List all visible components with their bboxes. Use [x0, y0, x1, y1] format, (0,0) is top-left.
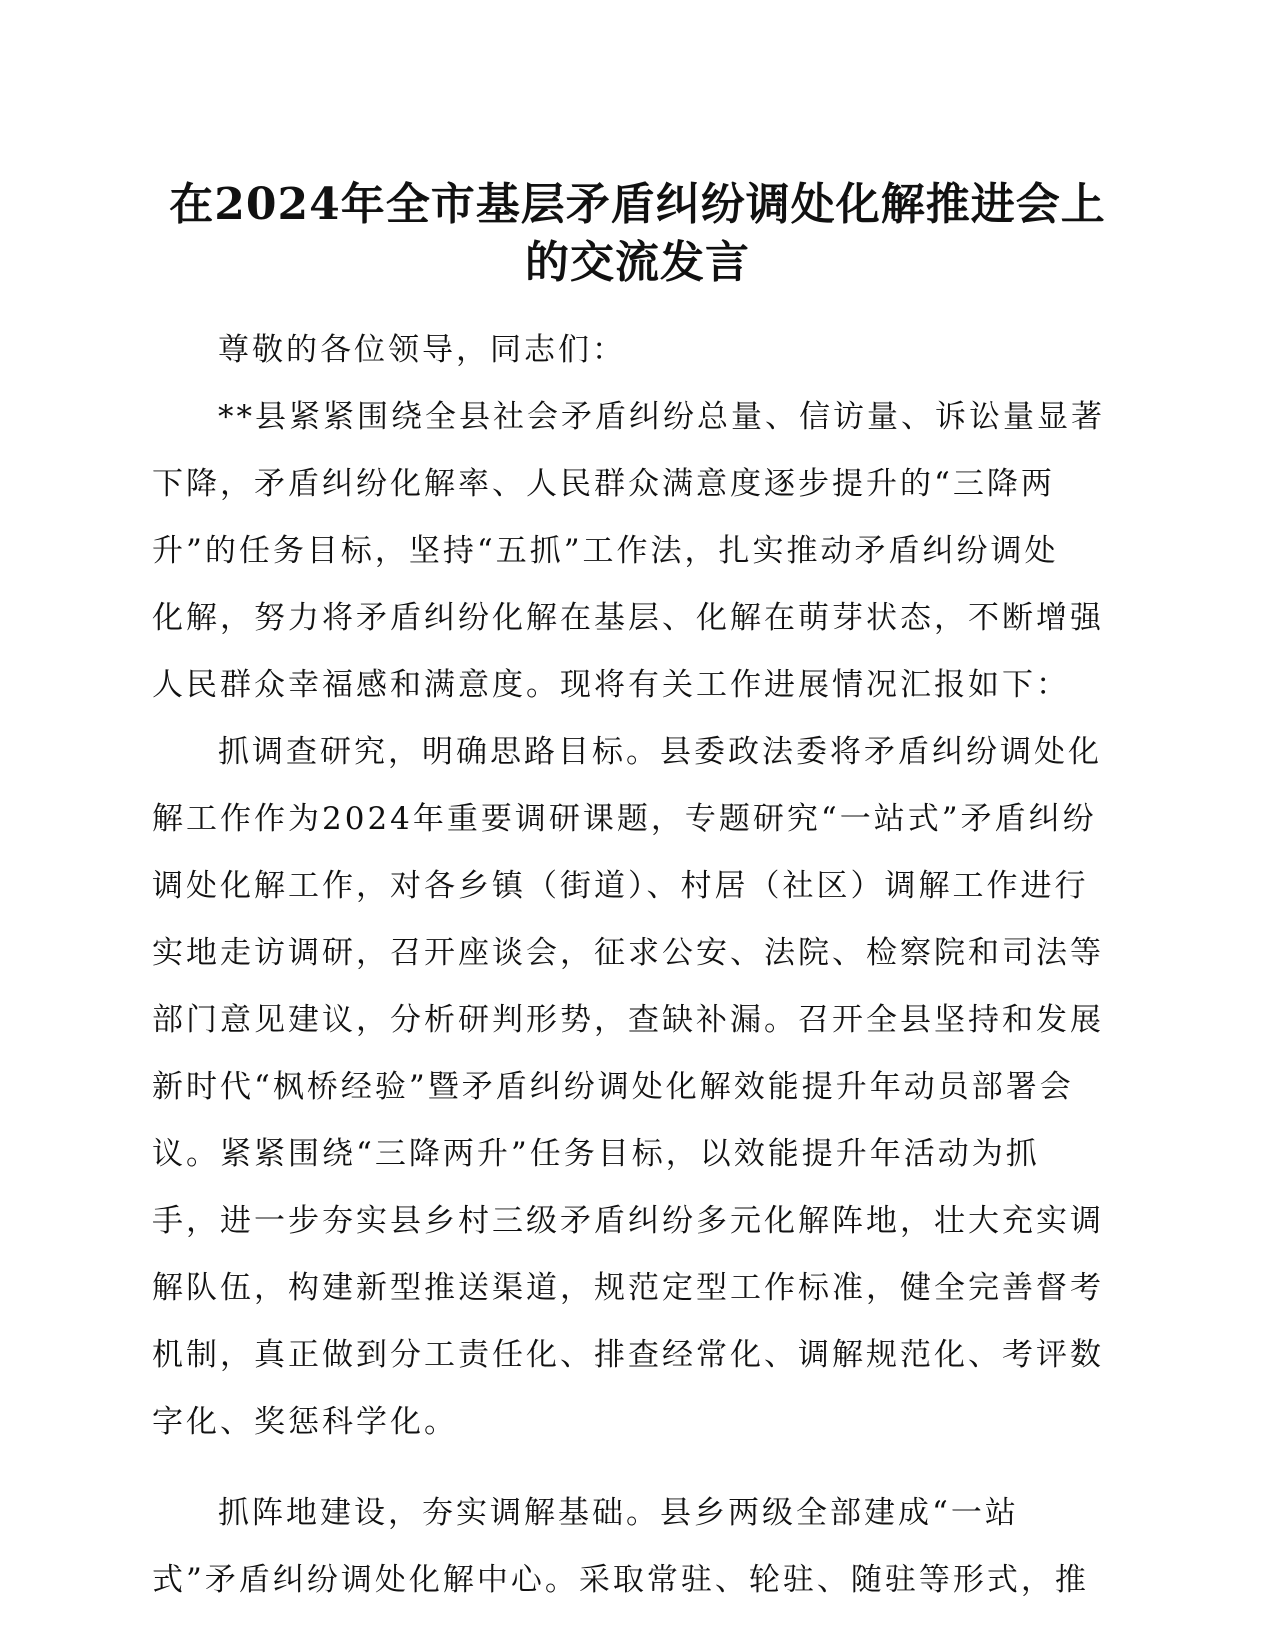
paragraph-line: 式”矛盾纠纷调处化解中心。采取常驻、轮驻、随驻等形式，推 — [152, 1562, 1089, 1598]
salutation: 尊敬的各位领导，同志们： — [218, 332, 626, 368]
paragraph-construction — [152, 1480, 1092, 1614]
paragraph-line: 新时代“枫桥经验”暨矛盾纠纷调处化解效能提升年动员部署会 — [152, 1069, 1074, 1105]
paragraph-spacing — [152, 1456, 1092, 1480]
paragraph-line: 抓调查研究，明确思路目标。县委政法委将矛盾纠纷调处化 — [218, 734, 1102, 770]
paragraph-line: 人民群众幸福感和满意度。现将有关工作进展情况汇报如下： — [152, 667, 1070, 703]
paragraph-line: 解队伍，构建新型推送渠道，规范定型工作标准，健全完善督考 — [152, 1270, 1104, 1306]
paragraph-line: 下降，矛盾纠纷化解率、人民群众满意度逐步提升的“三降两 — [152, 466, 1055, 502]
title-line-1: 在2024年全市基层矛盾纠纷调处化解推进会上 — [169, 179, 1106, 230]
paragraph-line: 议。紧紧围绕“三降两升”任务目标，以效能提升年活动为抓 — [152, 1136, 1040, 1172]
paragraph-intro — [152, 384, 1105, 719]
paragraph-line: 实地走访调研，召开座谈会，征求公安、法院、检察院和司法等 — [152, 935, 1104, 971]
paragraph-line: 化解，努力将矛盾纠纷化解在基层、化解在萌芽状态，不断增强 — [152, 600, 1104, 636]
paragraph-line: 升”的任务目标，坚持“五抓”工作法，扎实推动矛盾纠纷调处 — [152, 533, 1059, 569]
paragraph-line: 机制，真正做到分工责任化、排查经常化、调解规范化、考评数 — [152, 1337, 1104, 1373]
paragraph-line: 部门意见建议，分析研判形势，查缺补漏。召开全县坚持和发展 — [152, 1002, 1104, 1038]
paragraph-line: 字化、奖惩科学化。 — [152, 1404, 458, 1440]
document-title — [150, 176, 1125, 292]
paragraph-line: **县紧紧围绕全县社会矛盾纠纷总量、信访量、诉讼量显著 — [218, 399, 1105, 435]
paragraph-line: 调处化解工作，对各乡镇（街道）、村居（社区）调解工作进行 — [152, 868, 1089, 904]
document-body — [152, 317, 1105, 1614]
paragraph-line: 手，进一步夯实县乡村三级矛盾纠纷多元化解阵地，壮大充实调 — [152, 1203, 1104, 1239]
paragraph-line: 抓阵地建设，夯实调解基础。县乡两级全部建成“一站 — [218, 1495, 1019, 1531]
paragraph-research — [152, 719, 1104, 1456]
title-line-2: 的交流发言 — [525, 237, 750, 288]
paragraph-line: 解工作作为2024年重要调研课题，专题研究“一站式”矛盾纠纷 — [152, 801, 1097, 837]
